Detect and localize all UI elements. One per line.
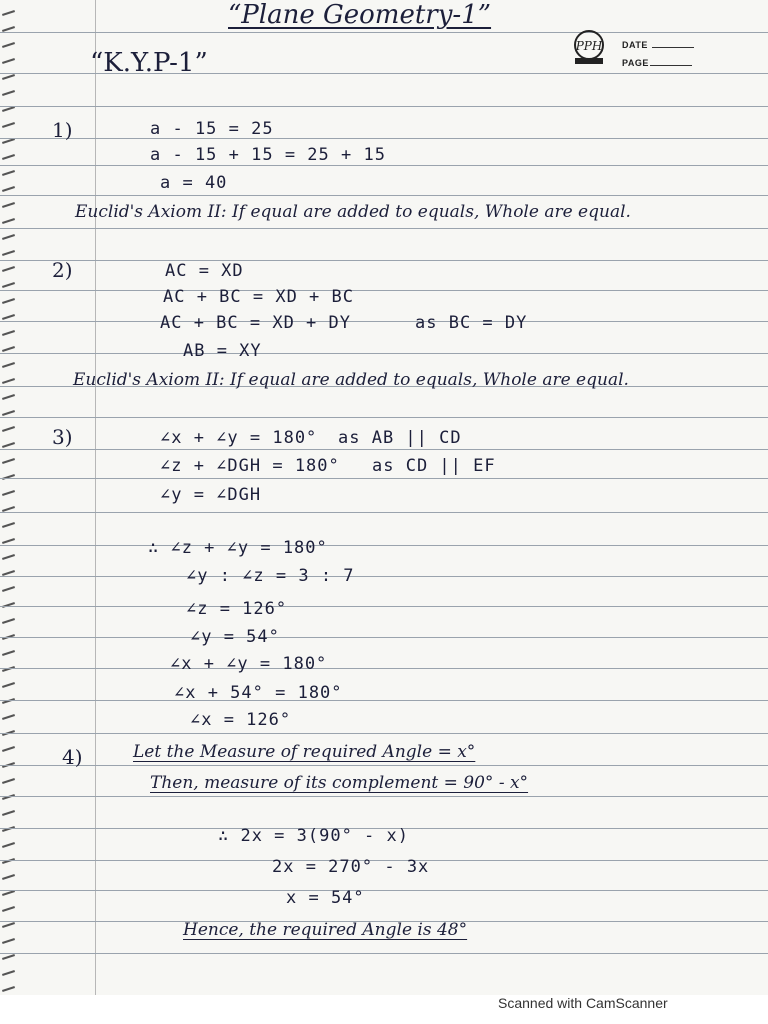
ruled-line [0, 290, 768, 291]
ruled-line [0, 953, 768, 954]
spiral-hole [2, 314, 15, 320]
question-number: 4) [62, 745, 83, 769]
ruled-line [0, 228, 768, 229]
conclusion-line: Hence, the required Angle is 48° [183, 920, 468, 940]
equation-line: ∠x = 126° [190, 710, 292, 730]
equation-line: ∠z = 126° [186, 599, 288, 619]
spiral-hole [2, 362, 15, 368]
spiral-hole [2, 346, 15, 352]
spiral-hole [2, 922, 15, 928]
page-subtitle: “K.Y.P-1” [90, 48, 208, 78]
equation-line: AC = XD [165, 261, 244, 281]
spiral-hole [2, 650, 15, 656]
spiral-hole [2, 874, 15, 880]
spiral-hole [2, 282, 15, 288]
equation-line: ∠x + ∠y = 180° [160, 428, 318, 448]
equation-line: ∴ ∠z + ∠y = 180° [148, 538, 328, 558]
spiral-hole [2, 474, 15, 480]
ruled-line [0, 449, 768, 450]
spiral-hole [2, 698, 15, 704]
spiral-hole [2, 170, 15, 176]
spiral-hole [2, 426, 15, 432]
spiral-hole [2, 58, 15, 64]
ruled-line [0, 606, 768, 607]
spiral-hole [2, 394, 15, 400]
spiral-hole [2, 778, 15, 784]
spiral-binding [0, 0, 18, 995]
reason-note: as CD || EF [372, 456, 496, 476]
spiral-hole [2, 522, 15, 528]
spiral-hole [2, 714, 15, 720]
page-blank [650, 65, 692, 66]
equation-line: a - 15 = 25 [150, 119, 274, 139]
spiral-hole [2, 186, 15, 192]
equation-line: a = 40 [160, 173, 228, 193]
spiral-hole [2, 970, 15, 976]
spiral-hole [2, 554, 15, 560]
reason-note: as AB || CD [338, 428, 462, 448]
equation-line: AC + BC = XD + BC [163, 287, 354, 307]
spiral-hole [2, 586, 15, 592]
reason-note: as BC = DY [415, 313, 528, 333]
logo-text: PPH [575, 39, 603, 53]
spiral-hole [2, 682, 15, 688]
spiral-hole [2, 218, 15, 224]
equation-line: x = 54° [286, 888, 365, 908]
ruled-line [0, 32, 768, 33]
equation-line: 2x = 270° - 3x [272, 857, 430, 877]
spiral-hole [2, 618, 15, 624]
equation-line: ∠y = ∠DGH [160, 485, 262, 505]
spiral-hole [2, 746, 15, 752]
question-number: 3) [52, 425, 73, 449]
spiral-hole [2, 410, 15, 416]
question-number: 2) [52, 258, 73, 282]
ruled-line [0, 106, 768, 107]
spiral-hole [2, 234, 15, 240]
ruled-line [0, 138, 768, 139]
ruled-line [0, 637, 768, 638]
ruled-line [0, 576, 768, 577]
ruled-line [0, 890, 768, 891]
equation-line: a - 15 + 15 = 25 + 15 [150, 145, 386, 165]
page-label: PAGE [622, 58, 649, 68]
spiral-hole [2, 298, 15, 304]
ruled-line [0, 796, 768, 797]
spiral-hole [2, 858, 15, 864]
ruled-line [0, 353, 768, 354]
equation-line: ∠y : ∠z = 3 : 7 [186, 566, 355, 586]
spiral-hole [2, 810, 15, 816]
spiral-hole [2, 42, 15, 48]
equation-line: ∴ 2x = 3(90° - x) [218, 826, 409, 846]
page-title: “Plane Geometry-1” [228, 0, 492, 30]
spiral-hole [2, 90, 15, 96]
question-number: 1) [52, 118, 73, 142]
margin-line [95, 0, 96, 995]
equation-line: AB = XY [183, 341, 262, 361]
equation-line: ∠z + ∠DGH = 180° [160, 456, 340, 476]
spiral-hole [2, 154, 15, 160]
text-line: Then, measure of its complement = 90° - x° [150, 773, 529, 793]
spiral-hole [2, 442, 15, 448]
date-label: DATE [622, 40, 648, 50]
ruled-line [0, 512, 768, 513]
spiral-hole [2, 538, 15, 544]
equation-line: AC + BC = XD + DY [160, 313, 351, 333]
ruled-line [0, 765, 768, 766]
spiral-hole [2, 250, 15, 256]
spiral-hole [2, 794, 15, 800]
spiral-hole [2, 378, 15, 384]
ruled-line [0, 321, 768, 322]
equation-line: ∠x + ∠y = 180° [170, 654, 328, 674]
ruled-line [0, 260, 768, 261]
spiral-hole [2, 266, 15, 272]
spiral-hole [2, 10, 15, 16]
spiral-hole [2, 458, 15, 464]
ruled-line [0, 668, 768, 669]
spiral-hole [2, 666, 15, 672]
spiral-hole [2, 842, 15, 848]
spiral-hole [2, 122, 15, 128]
spiral-hole [2, 330, 15, 336]
equation-line: ∠x + 54° = 180° [174, 683, 343, 703]
text-line: Let the Measure of required Angle = x° [133, 742, 476, 762]
ruled-line [0, 478, 768, 479]
ruled-line [0, 545, 768, 546]
spiral-hole [2, 826, 15, 832]
ruled-line [0, 733, 768, 734]
spiral-hole [2, 954, 15, 960]
spiral-hole [2, 938, 15, 944]
equation-line: ∠y = 54° [190, 627, 280, 647]
spiral-hole [2, 202, 15, 208]
spiral-hole [2, 906, 15, 912]
ruled-line [0, 417, 768, 418]
ruled-line [0, 165, 768, 166]
axiom-statement: Euclid's Axiom II: If equal are added to equals, Whole are equal. [75, 202, 631, 222]
spiral-hole [2, 490, 15, 496]
scanner-watermark: Scanned with CamScanner [498, 995, 668, 1011]
ruled-line [0, 700, 768, 701]
ruled-line [0, 195, 768, 196]
spiral-hole [2, 74, 15, 80]
axiom-statement: Euclid's Axiom II: If equal are added to equals, Whole are equal. [73, 370, 629, 390]
date-blank [652, 47, 694, 48]
spiral-hole [2, 986, 15, 992]
spiral-hole [2, 602, 15, 608]
publisher-logo-icon [565, 28, 613, 68]
